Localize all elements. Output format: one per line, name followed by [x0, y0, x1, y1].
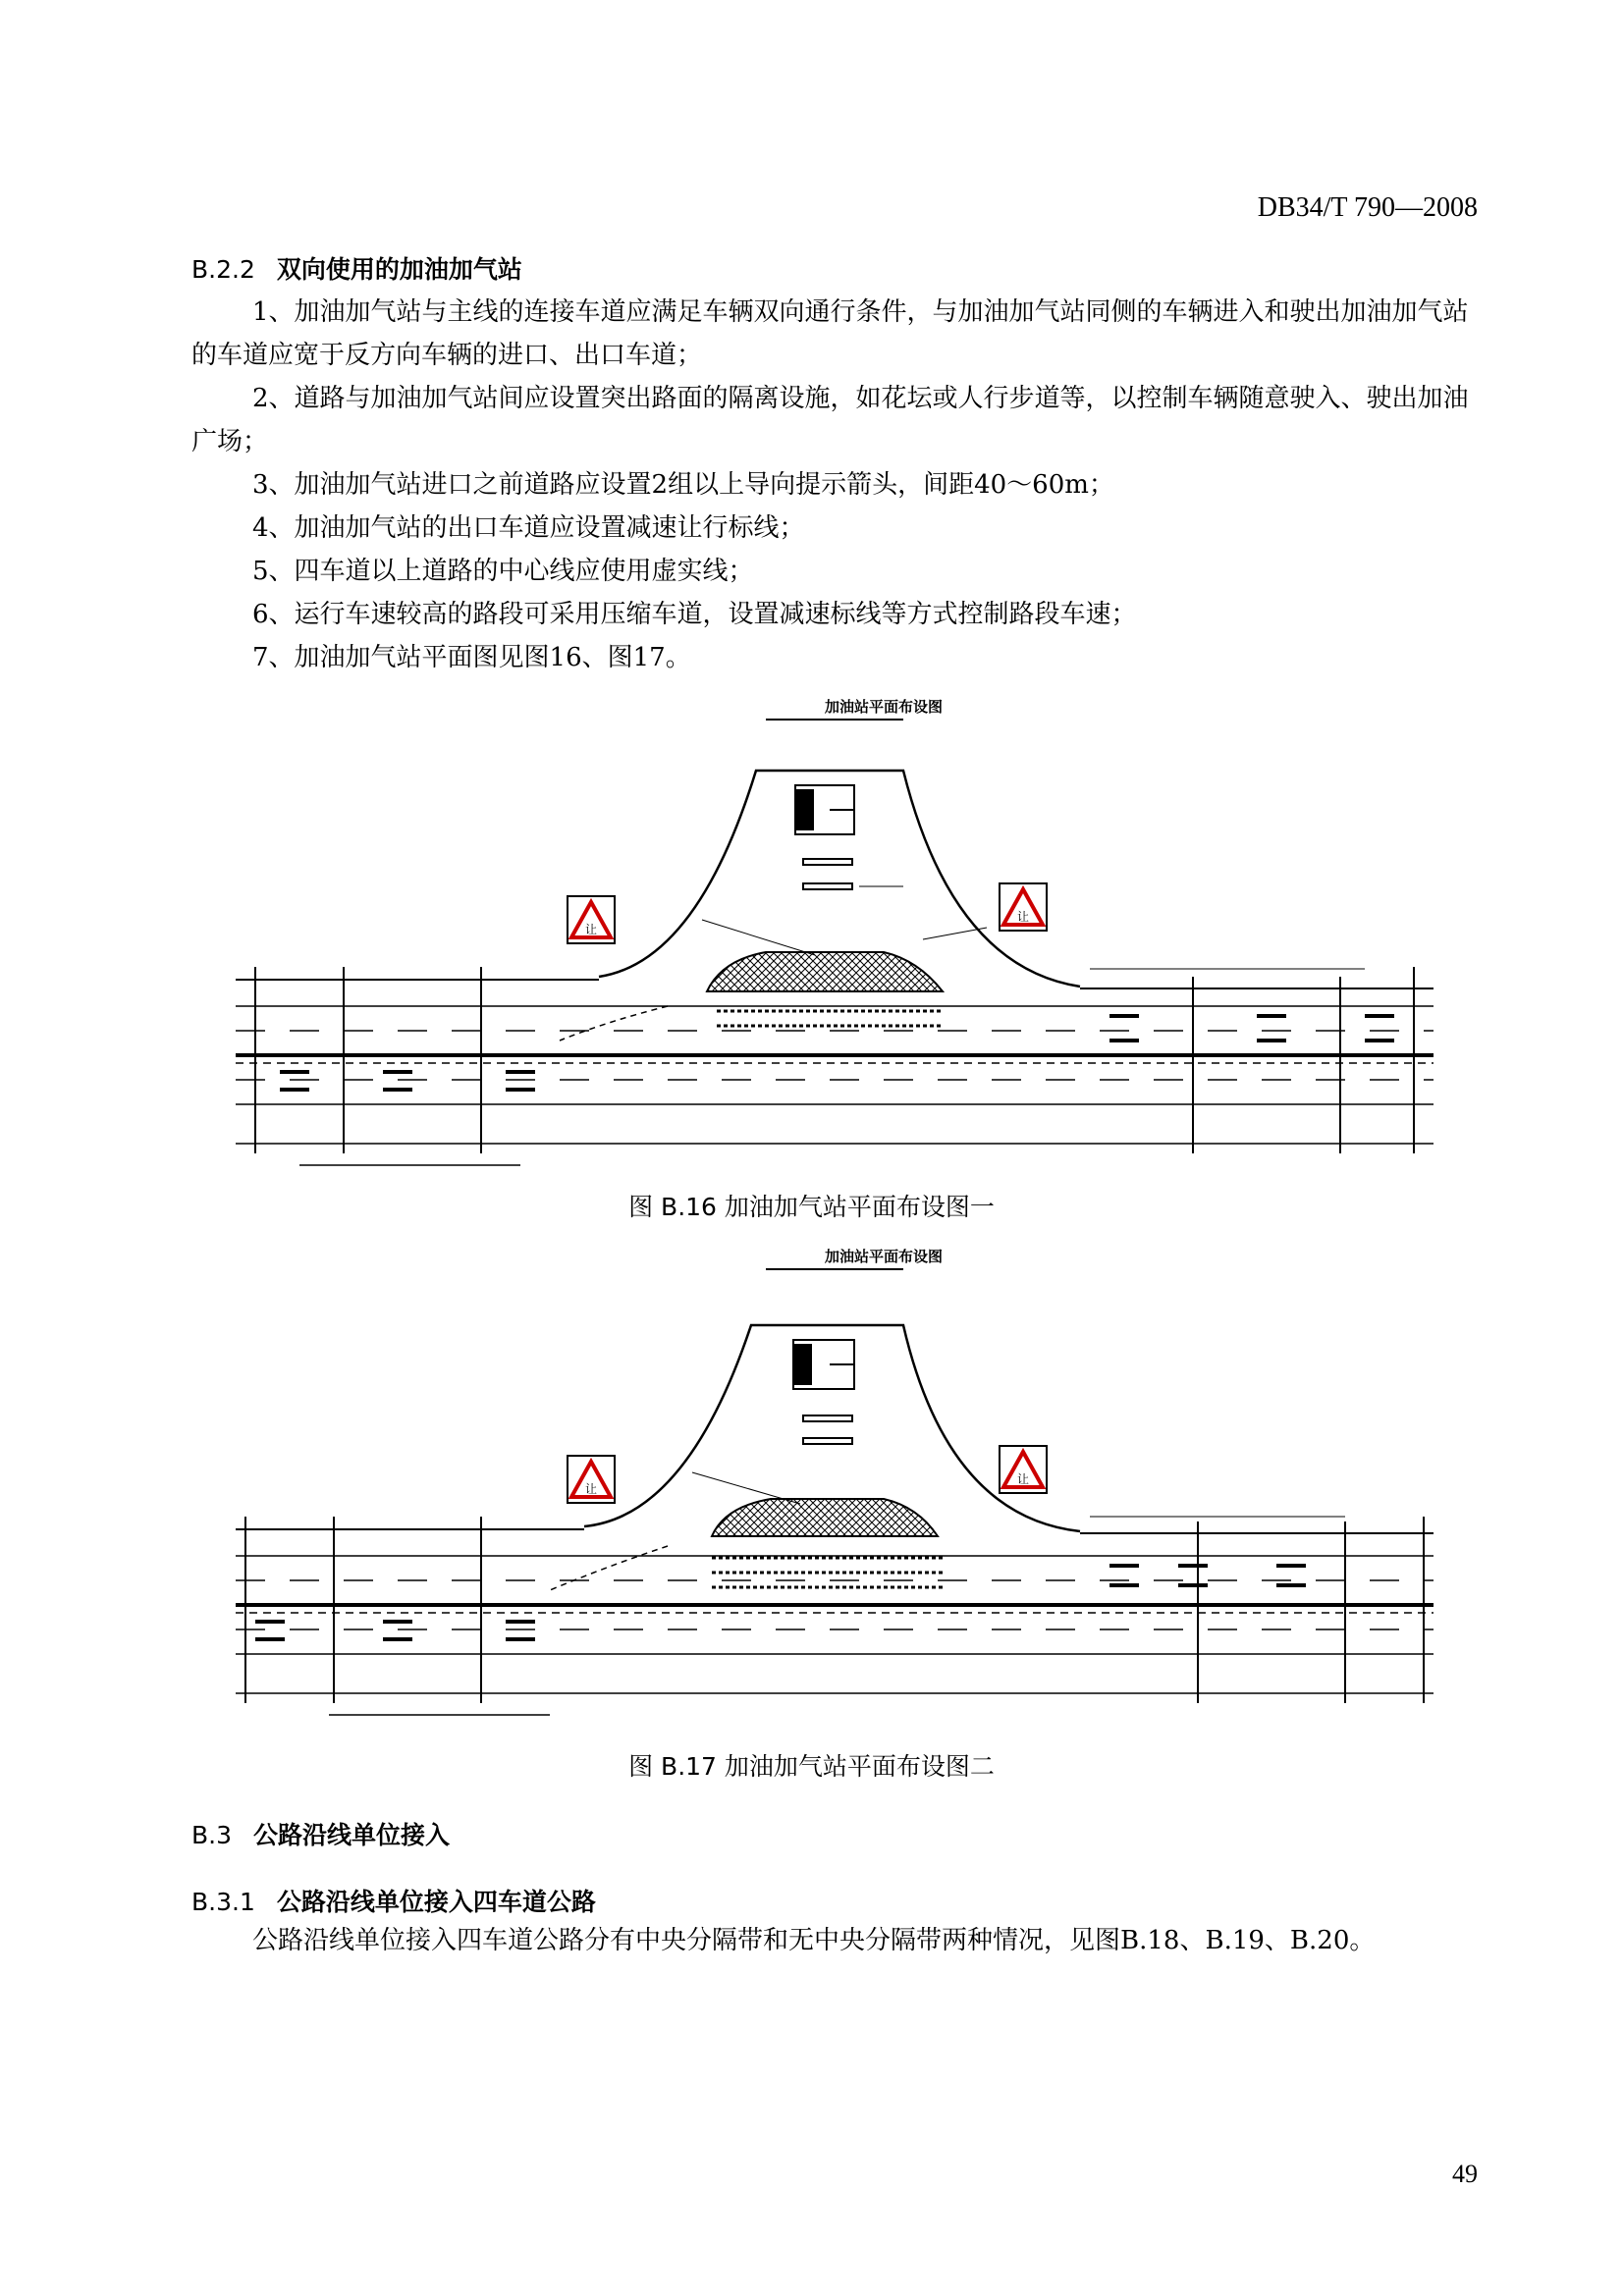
figure-17-title: 加油站平面布设图	[824, 1248, 944, 1265]
svg-text:让: 让	[584, 923, 598, 936]
figure-16-drawing	[236, 682, 1434, 1173]
svg-text:让: 让	[584, 1482, 598, 1496]
item-1: 1、加油加气站与主线的连接车道应满足车辆双向通行条件，与加油加气站同侧的车辆进入和驶出加油加气站的车道应宽于反方向车辆的进口、出口车道；	[191, 297, 1469, 370]
yield-sign-left	[568, 896, 615, 943]
svg-text:让: 让	[1016, 1472, 1030, 1486]
document-number: DB34/T 790—2008	[1257, 192, 1478, 223]
section-b31-title: 公路沿线单位接入四车道公路	[276, 1888, 596, 1916]
section-b3-title: 公路沿线单位接入	[253, 1821, 451, 1849]
item-6: 6、运行车速较高的路段可采用压缩车道，设置减速标线等方式控制路段车速；	[252, 600, 1137, 629]
section-b31-text: 公路沿线单位接入四车道公路分有中央分隔带和无中央分隔带两种情况，见图B.18、B.19、B.20。	[252, 1926, 1376, 1955]
item-3: 3、加油加气站进口之前道路应设置2组以上导向提示箭头，间距40～60m；	[252, 470, 1114, 500]
svg-text:让: 让	[1016, 910, 1030, 924]
yield-sign-left-17	[568, 1456, 615, 1503]
yield-sign-right	[1000, 883, 1047, 931]
figure-17-drawing	[236, 1232, 1434, 1723]
item-7: 7、加油加气站平面图见图16、图17。	[252, 643, 691, 672]
figure-16-caption: 图 B.16 加油加气站平面布设图一	[628, 1193, 995, 1221]
section-b22-title: 双向使用的加油加气站	[276, 255, 522, 284]
section-b22-heading	[191, 250, 522, 286]
section-b31-number: B.3.1	[191, 1888, 255, 1916]
section-b3-number: B.3	[191, 1821, 233, 1849]
section-b31-heading	[191, 1883, 596, 1918]
figure-17-caption: 图 B.17 加油加气站平面布设图二	[628, 1752, 995, 1781]
item-4: 4、加油加气站的出口车道应设置减速让行标线；	[252, 513, 805, 543]
figure-16-title: 加油站平面布设图	[824, 698, 944, 716]
item-5: 5、四车道以上道路的中心线应使用虚实线；	[252, 557, 754, 586]
section-b3-heading	[191, 1816, 450, 1851]
section-b22-number: B.2.2	[191, 255, 255, 284]
item-2: 2、道路与加油加气站间应设置突出路面的隔离设施，如花坛或人行步道等，以控制车辆随意驶入、驶出加油广场；	[191, 384, 1469, 456]
yield-sign-right-17	[1000, 1446, 1047, 1493]
page-number: 49	[1452, 2160, 1478, 2188]
